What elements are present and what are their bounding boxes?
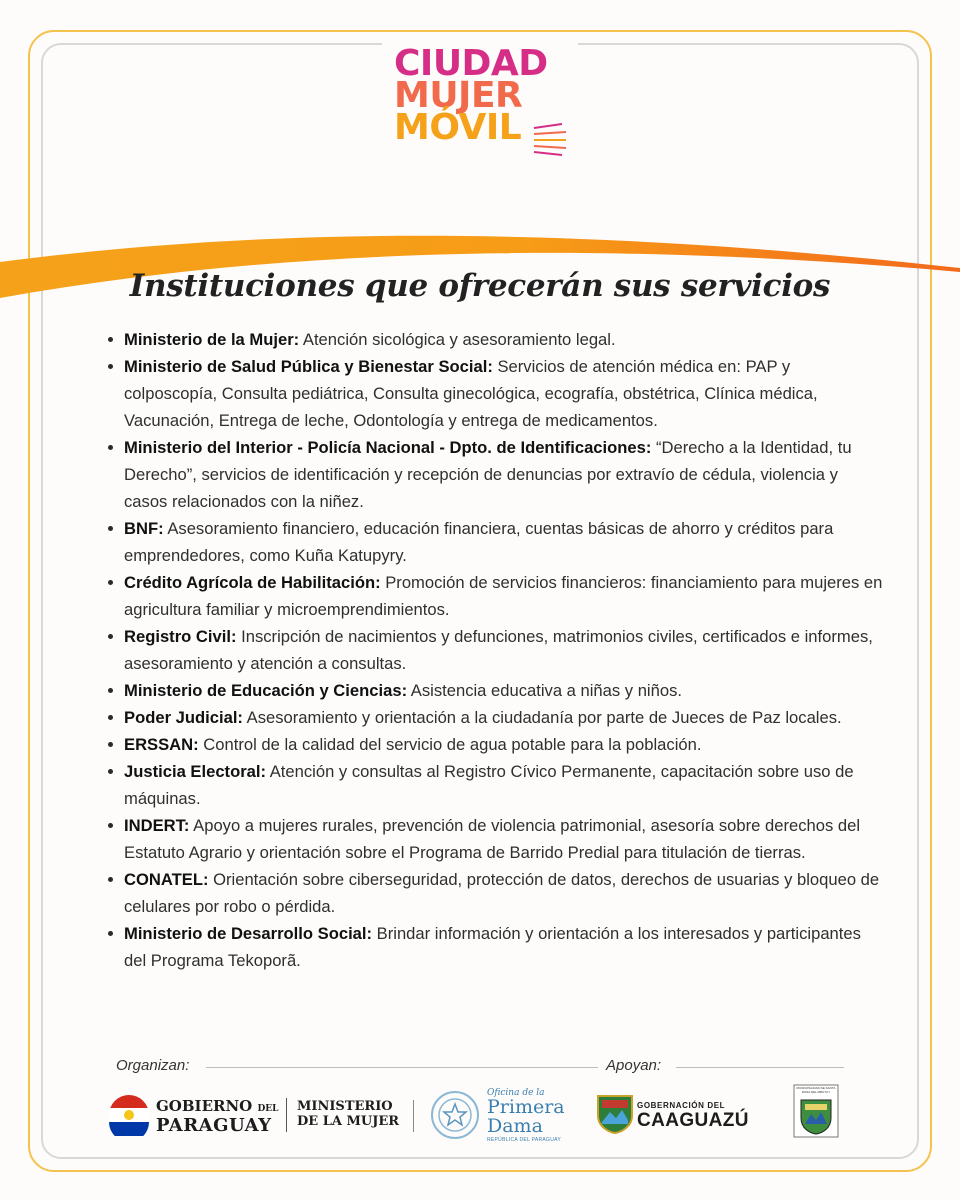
institution-description: Control de la calidad del servicio de agua potable para la población. bbox=[198, 735, 702, 754]
institution-item bbox=[124, 677, 884, 704]
institution-item bbox=[124, 623, 884, 677]
institution-item bbox=[124, 326, 884, 353]
ministerio-line2: DE LA MUJER bbox=[297, 1114, 400, 1129]
institution-name: CONATEL: bbox=[124, 870, 209, 889]
institution-description: Asesoramiento financiero, educación financiera, cuentas básicas de ahorro y créditos para emprendedores, como Kuña Katupyry. bbox=[124, 519, 834, 565]
institution-item bbox=[124, 704, 884, 731]
institution-description: Asesoramiento y orientación a la ciudadanía por parte de Jueces de Paz locales. bbox=[242, 708, 842, 727]
municipalidad-text: MUNICIPALIDAD DE SANTA ROSA DEL MBUTUY bbox=[796, 1086, 836, 1094]
paraguay-flag-emblem-icon bbox=[108, 1094, 150, 1136]
logo-rays-icon bbox=[530, 122, 570, 156]
primera-text: Primera bbox=[487, 1096, 565, 1118]
institution-description: Asistencia educativa a niñas y niños. bbox=[407, 681, 682, 700]
institution-item bbox=[124, 569, 884, 623]
logo-separator bbox=[286, 1098, 287, 1132]
page-title: Instituciones que ofrecerán sus servicios bbox=[129, 268, 831, 304]
logo-line-ciudad: CIUDAD bbox=[394, 43, 548, 84]
institution-name: Crédito Agrícola de Habilitación: bbox=[124, 573, 381, 592]
institution-description: “Derecho a la Identidad, tu Derecho”, servicios de identificación y recepción de denuncias por extravío de cédula, violencia y casos relacionados con la niñez. bbox=[124, 438, 852, 511]
institution-name: BNF: bbox=[124, 519, 164, 538]
institution-item bbox=[124, 353, 884, 434]
primera-dama-seal-icon bbox=[430, 1090, 480, 1140]
institution-name: ERSSAN: bbox=[124, 735, 199, 754]
caaguazu-shield-icon bbox=[596, 1094, 634, 1134]
institution-description: Orientación sobre ciberseguridad, protección de datos, derechos de usuarias y bloqueo de celulares por robo o pérdida. bbox=[124, 870, 880, 916]
institution-item bbox=[124, 731, 884, 758]
primera-dama-logo bbox=[487, 1088, 565, 1144]
gobernacion-caaguazu-logo bbox=[637, 1101, 749, 1131]
institution-description: Atención y consultas al Registro Cívico Permanente, capacitación sobre uso de máquinas. bbox=[124, 762, 854, 808]
apoyan-label: Apoyan: bbox=[606, 1057, 662, 1074]
logo-line-movil: MÓVIL bbox=[394, 107, 522, 148]
institution-description: Promoción de servicios financieros: financiamiento para mujeres en agricultura familiar y microemprendimientos. bbox=[124, 573, 883, 619]
logo-separator-2 bbox=[413, 1100, 414, 1132]
institution-item bbox=[124, 812, 884, 866]
gobierno-word: GOBIERNO bbox=[156, 1097, 253, 1115]
institution-name: Ministerio del Interior - Policía Nacional - Dpto. de Identificaciones: bbox=[124, 438, 652, 457]
paraguay-word: PARAGUAY bbox=[156, 1115, 272, 1136]
institution-item bbox=[124, 920, 884, 974]
caaguazu-text: CAAGUAZÚ bbox=[637, 1110, 749, 1131]
dama-text: Dama bbox=[487, 1115, 543, 1137]
institution-name: Ministerio de Salud Pública y Bienestar Social: bbox=[124, 357, 493, 376]
logo-line-mujer: MUJER bbox=[394, 75, 523, 116]
organizan-label: Organizan: bbox=[116, 1057, 190, 1074]
institution-name: INDERT: bbox=[124, 816, 190, 835]
institution-name: Ministerio de Desarrollo Social: bbox=[124, 924, 373, 943]
institution-description: Brindar información y orientación a los interesados y participantes del Programa Tekoporã. bbox=[124, 924, 861, 970]
institution-item bbox=[124, 515, 884, 569]
institution-name: Poder Judicial: bbox=[124, 708, 243, 727]
institution-description: Apoyo a mujeres rurales, prevención de violencia patrimonial, asesoría sobre derechos del Estatuto Agrario y orientación sobre el Programa de Barrido Predial para titulación de tierras. bbox=[124, 816, 861, 862]
institution-item bbox=[124, 758, 884, 812]
republica-text: REPÚBLICA DEL PARAGUAY bbox=[487, 1137, 562, 1143]
gobierno-del: DEL bbox=[257, 1104, 279, 1114]
institution-item bbox=[124, 434, 884, 515]
gobernacion-text: GOBERNACIÓN DEL bbox=[637, 1101, 726, 1110]
institution-item bbox=[124, 866, 884, 920]
institution-description: Servicios de atención médica en: PAP y colposcopía, Consulta pediátrica, Consulta ginecológica, ecografía, obstétrica, Clínica médica, Vacunación, Entrega de leche, Odontología y entrega de medicamentos. bbox=[124, 357, 818, 430]
institution-description: Inscripción de nacimientos y defunciones, matrimonios civiles, certificados e informes, asesoramiento y atención a consultas. bbox=[124, 627, 873, 673]
institution-name: Ministerio de la Mujer: bbox=[124, 330, 300, 349]
institution-name: Justicia Electoral: bbox=[124, 762, 267, 781]
apoyan-divider bbox=[676, 1067, 844, 1068]
gobierno-paraguay-logo bbox=[156, 1098, 278, 1135]
ministerio-mujer-logo bbox=[297, 1099, 399, 1129]
ministerio-line1: MINISTERIO bbox=[297, 1099, 393, 1114]
institution-name: Registro Civil: bbox=[124, 627, 237, 646]
institutions-list bbox=[124, 326, 884, 974]
institution-description: Atención sicológica y asesoramiento legal. bbox=[299, 330, 616, 349]
oficina-text: Oficina de la bbox=[487, 1088, 545, 1098]
organizan-divider bbox=[206, 1067, 598, 1068]
institution-name: Ministerio de Educación y Ciencias: bbox=[124, 681, 408, 700]
